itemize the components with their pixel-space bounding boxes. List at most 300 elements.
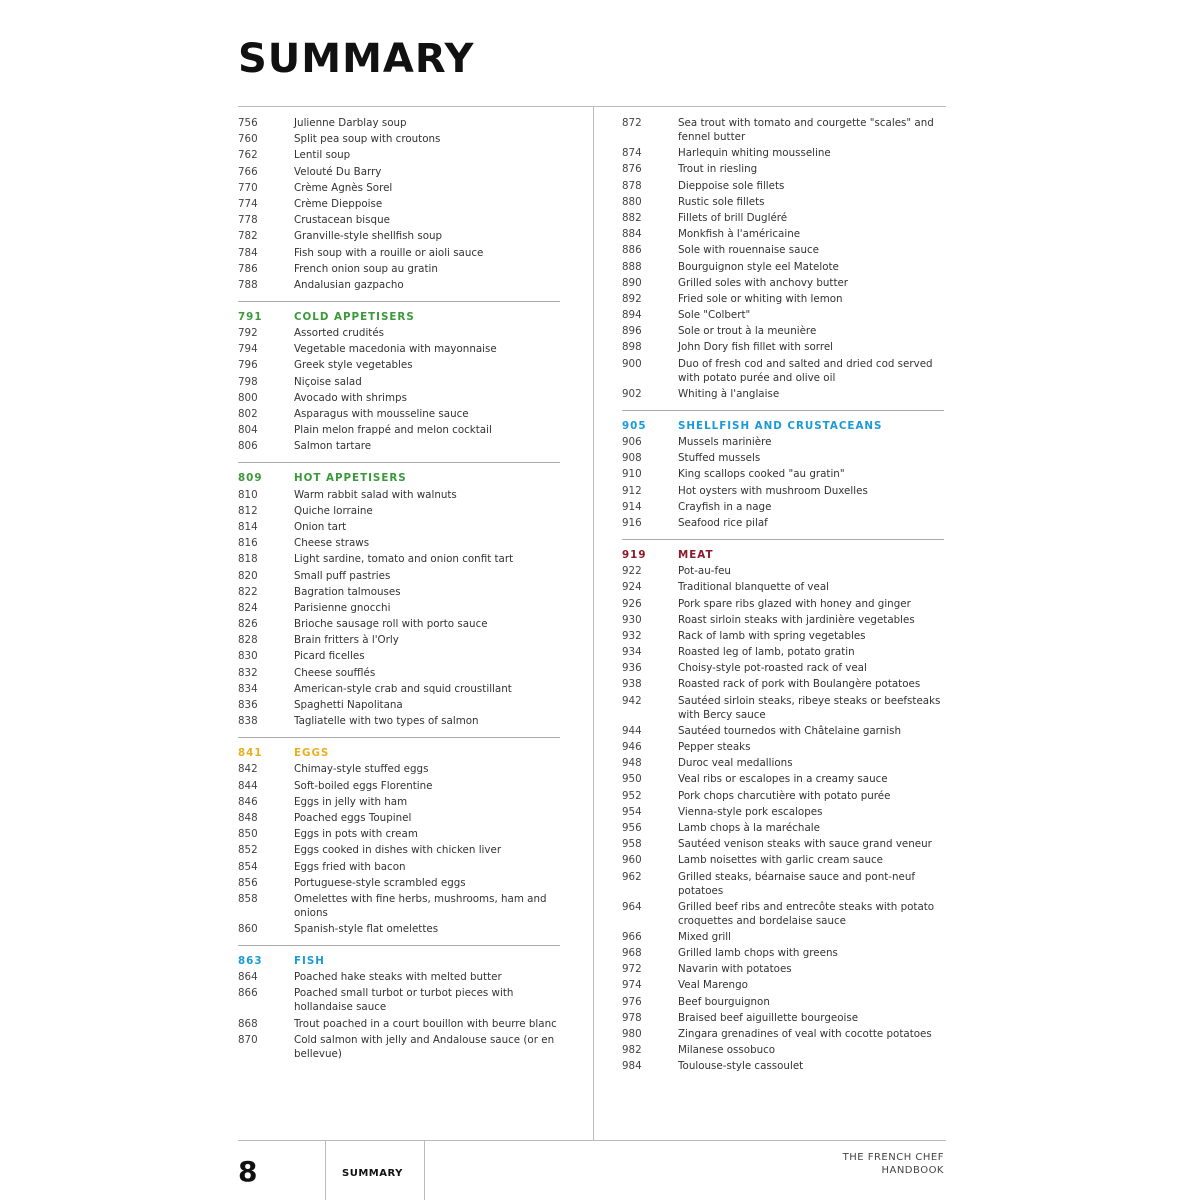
toc-entry[interactable] — [238, 552, 560, 566]
toc-entry[interactable] — [622, 467, 944, 481]
toc-entry[interactable] — [622, 870, 944, 898]
toc-entry[interactable] — [622, 564, 944, 578]
entry-page-number: 860 — [238, 923, 258, 936]
entry-page-number: 958 — [622, 838, 642, 851]
entry-title: Asparagus with mousseline sauce — [294, 408, 469, 420]
toc-entry[interactable] — [238, 278, 560, 292]
toc-entry[interactable] — [238, 358, 560, 372]
toc-entry[interactable] — [622, 772, 944, 786]
entry-page-number: 762 — [238, 149, 258, 162]
entry-title: Sea trout with tomato and courgette "scales" and fennel butter — [678, 117, 934, 143]
entry-page-number: 964 — [622, 900, 642, 913]
toc-entry[interactable] — [238, 116, 560, 130]
toc-entry[interactable] — [622, 276, 944, 290]
entry-title: Traditional blanquette of veal — [678, 581, 829, 594]
entry-page-number: 834 — [238, 682, 258, 695]
entry-page-number: 950 — [622, 773, 642, 786]
entry-page-number: 832 — [238, 666, 258, 679]
toc-entry[interactable] — [622, 227, 944, 241]
entry-title: Avocado with shrimps — [294, 391, 407, 404]
entry-page-number: 880 — [622, 195, 642, 208]
entry-title: Salmon tartare — [294, 440, 372, 453]
toc-entry[interactable] — [622, 740, 944, 754]
toc-entry[interactable] — [238, 811, 560, 825]
toc-entry[interactable] — [238, 504, 560, 518]
left-column — [238, 116, 560, 1063]
entry-title: Seafood rice pilaf — [678, 516, 768, 529]
entry-page-number: 794 — [238, 343, 258, 356]
toc-entry[interactable] — [622, 260, 944, 274]
entry-title: Greek style vegetables — [294, 359, 413, 372]
page-title: SUMMARY — [238, 36, 475, 82]
footer-divider-right — [424, 1141, 425, 1200]
entry-page-number: 866 — [238, 987, 258, 1000]
entry-title: Trout poached in a court bouillon with beurre blanc — [294, 1017, 557, 1030]
section-title: HOT APPETISERS — [294, 472, 407, 485]
entry-page-number: 896 — [622, 325, 642, 338]
section-title: FISH — [294, 955, 325, 968]
toc-entry[interactable] — [622, 677, 944, 691]
section-heading — [238, 954, 560, 968]
toc-section — [238, 462, 560, 728]
entry-page-number: 798 — [238, 375, 258, 388]
entry-title: Fried sole or whiting with lemon — [678, 292, 843, 305]
toc-entry[interactable] — [622, 837, 944, 851]
toc-entry[interactable] — [238, 197, 560, 211]
toc-entry[interactable] — [622, 789, 944, 803]
toc-entry[interactable] — [238, 1033, 560, 1061]
entry-title: Julienne Darblay soup — [294, 117, 407, 129]
entry-title: Granville-style shellfish soup — [294, 230, 443, 243]
toc-entry[interactable] — [622, 451, 944, 465]
entry-title: Trout in riesling — [678, 163, 758, 176]
entry-title: Grilled beef ribs and entrecôte steaks with potato croquettes and bordelaise sauce — [678, 900, 935, 927]
toc-entry[interactable] — [238, 986, 560, 1014]
section-heading — [622, 419, 944, 433]
section-page-number: 809 — [238, 472, 263, 485]
toc-entry[interactable] — [238, 922, 560, 936]
toc-entry[interactable] — [238, 229, 560, 243]
toc-entry[interactable] — [622, 978, 944, 992]
entry-title: Choisy-style pot-roasted rack of veal — [678, 662, 867, 675]
entry-page-number: 774 — [238, 197, 258, 210]
entry-page-number: 962 — [622, 870, 642, 883]
entry-page-number: 782 — [238, 230, 258, 243]
toc-entry[interactable] — [238, 779, 560, 793]
entry-title: Veal Marengo — [678, 979, 748, 992]
section-page-number: 841 — [238, 747, 263, 760]
entry-title: Grilled steaks, béarnaise sauce and pont-neuf potatoes — [678, 870, 916, 897]
entry-title: Eggs in pots with cream — [294, 828, 418, 841]
entry-title: Grilled lamb chops with greens — [678, 947, 838, 960]
entry-title: Crème Dieppoise — [294, 197, 383, 210]
entry-page-number: 824 — [238, 601, 258, 614]
entry-title: Crustacean bisque — [294, 214, 390, 227]
entry-page-number: 948 — [622, 757, 642, 770]
entry-title: Eggs cooked in dishes with chicken liver — [294, 844, 502, 857]
entry-page-number: 936 — [622, 662, 642, 675]
entry-page-number: 852 — [238, 844, 258, 857]
toc-entry[interactable] — [622, 387, 944, 401]
entry-page-number: 784 — [238, 246, 258, 259]
toc-entry[interactable] — [238, 165, 560, 179]
entry-page-number: 892 — [622, 292, 642, 305]
toc-entry[interactable] — [238, 262, 560, 276]
entry-title: Dieppoise sole fillets — [678, 179, 785, 192]
toc-entry[interactable] — [238, 132, 560, 146]
entry-title: Eggs in jelly with ham — [294, 795, 408, 808]
entry-title: Assorted crudités — [294, 327, 385, 340]
toc-section — [622, 116, 944, 401]
entry-title: Pepper steaks — [678, 741, 751, 753]
toc-entry[interactable] — [622, 694, 944, 722]
entry-page-number: 912 — [622, 484, 642, 497]
entry-page-number: 902 — [622, 387, 642, 400]
toc-entry[interactable] — [238, 536, 560, 550]
entry-title: Lamb chops à la maréchale — [678, 821, 820, 834]
section-page-number: 791 — [238, 310, 263, 323]
entry-page-number: 792 — [238, 327, 258, 340]
toc-entry[interactable] — [238, 795, 560, 809]
toc-entry[interactable] — [622, 661, 944, 675]
entry-page-number: 908 — [622, 452, 642, 465]
entry-title: Quiche lorraine — [294, 504, 373, 517]
entry-page-number: 956 — [622, 821, 642, 834]
toc-entry[interactable] — [238, 148, 560, 162]
entry-title: Beef bourguignon — [678, 995, 770, 1008]
entry-page-number: 770 — [238, 181, 258, 194]
toc-entry[interactable] — [238, 342, 560, 356]
toc-entry[interactable] — [238, 682, 560, 696]
toc-entry[interactable] — [622, 211, 944, 225]
toc-entry[interactable] — [622, 1043, 944, 1057]
toc-entry[interactable] — [622, 580, 944, 594]
toc-section — [622, 539, 944, 1073]
toc-entry[interactable] — [238, 892, 560, 920]
entry-page-number: 836 — [238, 699, 258, 711]
entry-page-number: 914 — [622, 500, 642, 513]
entry-title: Omelettes with fine herbs, mushrooms, ham and onions — [294, 892, 547, 919]
entry-page-number: 942 — [622, 694, 642, 707]
toc-entry[interactable] — [238, 762, 560, 776]
entry-title: Sole "Colbert" — [678, 309, 751, 322]
entry-title: Grilled soles with anchovy butter — [678, 276, 849, 289]
entry-title: John Dory fish fillet with sorrel — [678, 341, 834, 354]
entry-page-number: 796 — [238, 359, 258, 372]
entry-page-number: 802 — [238, 408, 258, 420]
entry-page-number: 978 — [622, 1011, 642, 1024]
entry-title: Poached eggs Toupinel — [294, 811, 412, 824]
entry-title: Veal ribs or escalopes in a creamy sauce — [678, 773, 888, 786]
entry-title: Duo of fresh cod and salted and dried cod served with potato purée and olive oil — [678, 357, 933, 384]
toc-entry[interactable] — [622, 613, 944, 627]
entry-page-number: 868 — [238, 1017, 258, 1030]
toc-entry[interactable] — [238, 391, 560, 405]
entry-page-number: 778 — [238, 214, 258, 227]
entry-page-number: 946 — [622, 741, 642, 753]
entry-title: Rustic sole fillets — [678, 195, 765, 208]
entry-page-number: 952 — [622, 789, 642, 802]
entry-title: Soft-boiled eggs Florentine — [294, 779, 433, 792]
entry-page-number: 788 — [238, 278, 258, 291]
toc-entry[interactable] — [622, 484, 944, 498]
entry-page-number: 984 — [622, 1060, 642, 1073]
entry-page-number: 924 — [622, 581, 642, 594]
toc-entry[interactable] — [622, 629, 944, 643]
toc-entry[interactable] — [622, 435, 944, 449]
toc-entry[interactable] — [622, 357, 944, 385]
entry-page-number: 890 — [622, 276, 642, 289]
entry-page-number: 810 — [238, 488, 258, 501]
toc-entry[interactable] — [622, 340, 944, 354]
entry-title: Braised beef aiguillette bourgeoise — [678, 1011, 859, 1024]
entry-title: Lentil soup — [294, 149, 351, 162]
entry-page-number: 874 — [622, 147, 642, 160]
entry-title: Hot oysters with mushroom Duxelles — [678, 484, 868, 497]
toc-entry[interactable] — [238, 633, 560, 647]
entry-title: Roasted rack of pork with Boulangère potatoes — [678, 678, 921, 691]
entry-page-number: 800 — [238, 391, 258, 404]
entry-title: Picard ficelles — [294, 650, 365, 663]
entry-title: Cold salmon with jelly and Andalouse sauce (or en bellevue) — [294, 1033, 555, 1060]
entry-title: Toulouse-style cassoulet — [678, 1060, 804, 1073]
entry-page-number: 968 — [622, 947, 642, 960]
entry-page-number: 954 — [622, 805, 642, 818]
entry-title: Stuffed mussels — [678, 452, 761, 465]
toc-entry[interactable] — [622, 853, 944, 867]
entry-page-number: 888 — [622, 260, 642, 273]
toc-section — [238, 737, 560, 936]
toc-entry[interactable] — [238, 181, 560, 195]
entry-page-number: 760 — [238, 133, 258, 146]
entry-title: Fish soup with a rouille or aioli sauce — [294, 246, 484, 259]
toc-entry[interactable] — [238, 488, 560, 502]
entry-page-number: 842 — [238, 763, 258, 776]
section-heading — [238, 746, 560, 760]
entry-title: Crayfish in a nage — [678, 500, 772, 513]
toc-entry[interactable] — [622, 243, 944, 257]
entry-title: Chimay-style stuffed eggs — [294, 763, 429, 776]
toc-entry[interactable] — [238, 970, 560, 984]
right-column — [622, 116, 944, 1076]
toc-entry[interactable] — [238, 617, 560, 631]
entry-title: Roast sirloin steaks with jardinière vegetables — [678, 613, 915, 626]
entry-page-number: 876 — [622, 163, 642, 176]
entry-title: Bourguignon style eel Matelote — [678, 260, 839, 273]
entry-page-number: 872 — [622, 117, 642, 129]
entry-title: Brain fritters à l'Orly — [294, 634, 399, 647]
toc-section — [622, 410, 944, 530]
entry-title: Sautéed tournedos with Châtelaine garnish — [678, 724, 901, 737]
toc-entry[interactable] — [238, 439, 560, 453]
section-title: SHELLFISH AND CRUSTACEANS — [678, 419, 883, 432]
entry-title: Niçoise salad — [294, 375, 362, 388]
toc-entry[interactable] — [622, 292, 944, 306]
entry-title: Sautéed venison steaks with sauce grand veneur — [678, 838, 932, 851]
toc-entry[interactable] — [238, 585, 560, 599]
entry-title: American-style crab and squid croustillant — [294, 682, 512, 695]
entry-title: Fillets of brill Dugléré — [678, 211, 788, 224]
toc-entry[interactable] — [238, 649, 560, 663]
toc-entry[interactable] — [238, 1017, 560, 1031]
entry-page-number: 830 — [238, 650, 258, 663]
toc-entry[interactable] — [622, 162, 944, 176]
entry-page-number: 906 — [622, 436, 642, 448]
entry-page-number: 886 — [622, 244, 642, 257]
toc-entry[interactable] — [622, 962, 944, 976]
toc-entry[interactable] — [238, 860, 560, 874]
section-heading — [622, 548, 944, 562]
entry-title: Pork chops charcutière with potato purée — [678, 789, 891, 802]
entry-page-number: 850 — [238, 828, 258, 841]
entry-title: King scallops cooked "au gratin" — [678, 468, 845, 481]
page-number: 8 — [238, 1155, 258, 1188]
toc-entry[interactable] — [238, 601, 560, 615]
entry-page-number: 980 — [622, 1028, 642, 1040]
entry-title: Cheese straws — [294, 537, 370, 550]
entry-title: Tagliatelle with two types of salmon — [294, 715, 479, 728]
toc-entry[interactable] — [622, 645, 944, 659]
entry-title: Lamb noisettes with garlic cream sauce — [678, 854, 883, 867]
entry-page-number: 820 — [238, 569, 258, 582]
entry-page-number: 870 — [238, 1033, 258, 1046]
entry-page-number: 846 — [238, 795, 258, 808]
entry-page-number: 766 — [238, 165, 258, 178]
entry-page-number: 974 — [622, 979, 642, 992]
section-page-number: 863 — [238, 955, 263, 968]
entry-title: Pot-au-feu — [678, 565, 731, 578]
toc-entry[interactable] — [622, 146, 944, 160]
entry-title: Spanish-style flat omelettes — [294, 923, 439, 936]
entry-page-number: 828 — [238, 634, 258, 647]
toc-entry[interactable] — [622, 597, 944, 611]
entry-title: Light sardine, tomato and onion confit tart — [294, 553, 514, 566]
entry-title: Warm rabbit salad with walnuts — [294, 488, 457, 501]
toc-entry[interactable] — [622, 1011, 944, 1025]
entry-page-number: 932 — [622, 629, 642, 642]
entry-page-number: 934 — [622, 646, 642, 659]
entry-title: Portuguese-style scrambled eggs — [294, 876, 466, 889]
toc-entry[interactable] — [622, 900, 944, 928]
section-page-number: 905 — [622, 419, 647, 432]
entry-title: Sole or trout à la meunière — [678, 325, 817, 338]
entry-page-number: 806 — [238, 440, 258, 453]
toc-entry[interactable] — [238, 714, 560, 728]
entry-page-number: 884 — [622, 228, 642, 241]
toc-entry[interactable] — [238, 375, 560, 389]
toc-entry[interactable] — [622, 930, 944, 944]
entry-page-number: 930 — [622, 613, 642, 626]
entry-page-number: 858 — [238, 892, 258, 905]
entry-title: Navarin with potatoes — [678, 963, 792, 976]
entry-title: Vienna-style pork escalopes — [678, 805, 823, 818]
entry-page-number: 926 — [622, 597, 642, 610]
section-heading — [238, 310, 560, 324]
entry-page-number: 812 — [238, 504, 258, 517]
toc-entry[interactable] — [622, 500, 944, 514]
entry-title: French onion soup au gratin — [294, 262, 438, 275]
entry-title: Roasted leg of lamb, potato gratin — [678, 646, 855, 659]
toc-entry[interactable] — [238, 520, 560, 534]
toc-entry[interactable] — [238, 827, 560, 841]
book-title — [843, 1151, 944, 1177]
entry-page-number: 822 — [238, 585, 258, 598]
toc-entry[interactable] — [238, 698, 560, 712]
entry-title: Split pea soup with croutons — [294, 133, 441, 146]
entry-page-number: 854 — [238, 860, 258, 873]
entry-page-number: 976 — [622, 995, 642, 1008]
entry-page-number: 816 — [238, 537, 258, 550]
entry-title: Whiting à l'anglaise — [678, 387, 780, 400]
toc-entry[interactable] — [622, 116, 944, 144]
entry-page-number: 898 — [622, 341, 642, 354]
entry-title: Vegetable macedonia with mayonnaise — [294, 343, 497, 356]
entry-title: Eggs fried with bacon — [294, 860, 406, 873]
toc-entry[interactable] — [622, 324, 944, 338]
entry-page-number: 944 — [622, 724, 642, 737]
toc-entry[interactable] — [622, 995, 944, 1009]
toc-entry[interactable] — [622, 308, 944, 322]
toc-entry[interactable] — [238, 666, 560, 680]
footer-divider-left — [325, 1141, 326, 1200]
toc-entry[interactable] — [622, 946, 944, 960]
entry-page-number: 894 — [622, 309, 642, 322]
top-divider — [238, 106, 946, 107]
entry-page-number: 922 — [622, 565, 642, 578]
toc-entry[interactable] — [622, 195, 944, 209]
entry-title: Velouté Du Barry — [294, 165, 382, 178]
footer-divider — [238, 1140, 946, 1141]
entry-page-number: 982 — [622, 1044, 642, 1057]
toc-entry[interactable] — [622, 724, 944, 738]
toc-entry[interactable] — [622, 1027, 944, 1041]
toc-entry[interactable] — [238, 423, 560, 437]
entry-page-number: 966 — [622, 930, 642, 943]
entry-title: Harlequin whiting mousseline — [678, 147, 831, 160]
entry-title: Zingara grenadines of veal with cocotte potatoes — [678, 1028, 932, 1040]
column-divider — [593, 106, 594, 1140]
toc-entry[interactable] — [238, 569, 560, 583]
entry-title: Crème Agnès Sorel — [294, 181, 393, 194]
entry-page-number: 878 — [622, 179, 642, 192]
entry-title: Bagration talmouses — [294, 585, 401, 598]
entry-title: Parisienne gnocchi — [294, 601, 391, 614]
section-heading — [238, 471, 560, 485]
toc-entry[interactable] — [238, 246, 560, 260]
toc-entry[interactable] — [238, 843, 560, 857]
entry-title: Mixed grill — [678, 930, 732, 943]
section-page-number: 919 — [622, 548, 647, 561]
toc-entry[interactable] — [622, 821, 944, 835]
entry-page-number: 938 — [622, 678, 642, 691]
entry-page-number: 786 — [238, 262, 258, 275]
toc-entry[interactable] — [622, 516, 944, 530]
entry-page-number: 882 — [622, 211, 642, 224]
toc-entry[interactable] — [622, 1059, 944, 1073]
toc-entry[interactable] — [622, 179, 944, 193]
toc-entry[interactable] — [238, 326, 560, 340]
toc-entry[interactable] — [238, 876, 560, 890]
entry-title: Andalusian gazpacho — [294, 278, 404, 291]
entry-page-number: 818 — [238, 553, 258, 566]
toc-entry[interactable] — [238, 407, 560, 421]
toc-entry[interactable] — [238, 213, 560, 227]
toc-entry[interactable] — [622, 756, 944, 770]
entry-title: Mussels marinière — [678, 436, 772, 448]
section-title: COLD APPETISERS — [294, 310, 415, 323]
toc-entry[interactable] — [622, 805, 944, 819]
footer-section-label: SUMMARY — [342, 1168, 403, 1179]
